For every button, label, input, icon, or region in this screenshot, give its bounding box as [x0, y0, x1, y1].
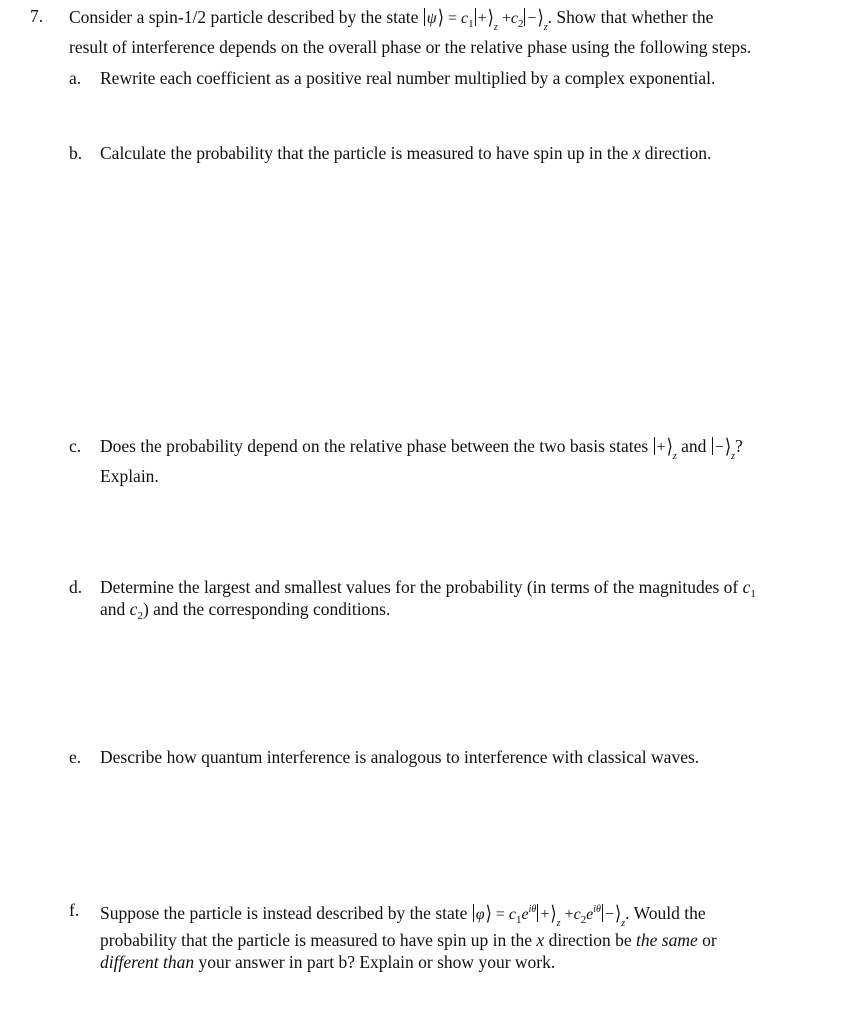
part-f-line3: different than your answer in part b? Explain or show your work.: [100, 952, 556, 972]
problem-intro-line1: [69, 6, 713, 39]
part-b-text: Calculate the probability that the particle is measured to have spin up in the x direction.: [100, 143, 712, 163]
part-d-label: d.: [69, 577, 83, 597]
intro-text-post: . Show that whether the: [547, 7, 714, 27]
emphasis-same: the same: [636, 930, 698, 950]
psi-state-equation: ψ⟩ = $c_1$ $+⟩_z +c_2$ $-⟩_z$: [423, 10, 548, 27]
part-e-text: Describe how quantum interference is analogous to interference with classical waves.: [100, 747, 700, 767]
phi-state-equation: φ⟩ = $c_1e^{i\theta}$ $+⟩_z +c_2e^{i\theta}$ $-⟩_z$: [472, 906, 625, 923]
problem-intro-line2: result of interference depends on the overall phase or the relative phase using the following steps.: [69, 37, 752, 57]
ket-minus-z: $-⟩_z$: [711, 439, 735, 456]
part-d-line2: and $c_2$) and the corresponding conditions.: [100, 599, 391, 622]
part-c-line1: Does the probability depend on the relative phase between the two basis states $+⟩_z$ and $-⟩_z$?: [100, 436, 743, 462]
part-d-line1: Determine the largest and smallest values for the probability (in terms of the magnitudes of $c_1$: [100, 577, 756, 600]
emphasis-different: different than: [100, 952, 195, 972]
part-b-label: b.: [69, 143, 83, 163]
part-f-line2: probability that the particle is measured to have spin up in the x direction be the same or: [100, 930, 717, 950]
part-f-line1: Suppose the particle is instead described by the state φ⟩ = $c_1e^{i\theta}$ $+⟩_z +c_2e^{i\theta}$ $-⟩_z$. Would the: [100, 903, 706, 929]
intro-text-pre: Consider a spin-1/2 particle described by the state: [69, 7, 419, 27]
part-c-line2: Explain.: [100, 466, 159, 486]
ket-plus-z: $+⟩_z$: [653, 439, 677, 456]
part-a-label: a.: [69, 68, 82, 88]
axis-x: x: [632, 143, 641, 163]
part-e-label: e.: [69, 747, 82, 767]
part-a-text: Rewrite each coefficient as a positive real number multiplied by a complex exponential.: [100, 68, 716, 88]
part-f-label: f.: [69, 900, 80, 920]
problem-number: 7.: [30, 6, 44, 26]
part-c-label: c.: [69, 436, 82, 456]
